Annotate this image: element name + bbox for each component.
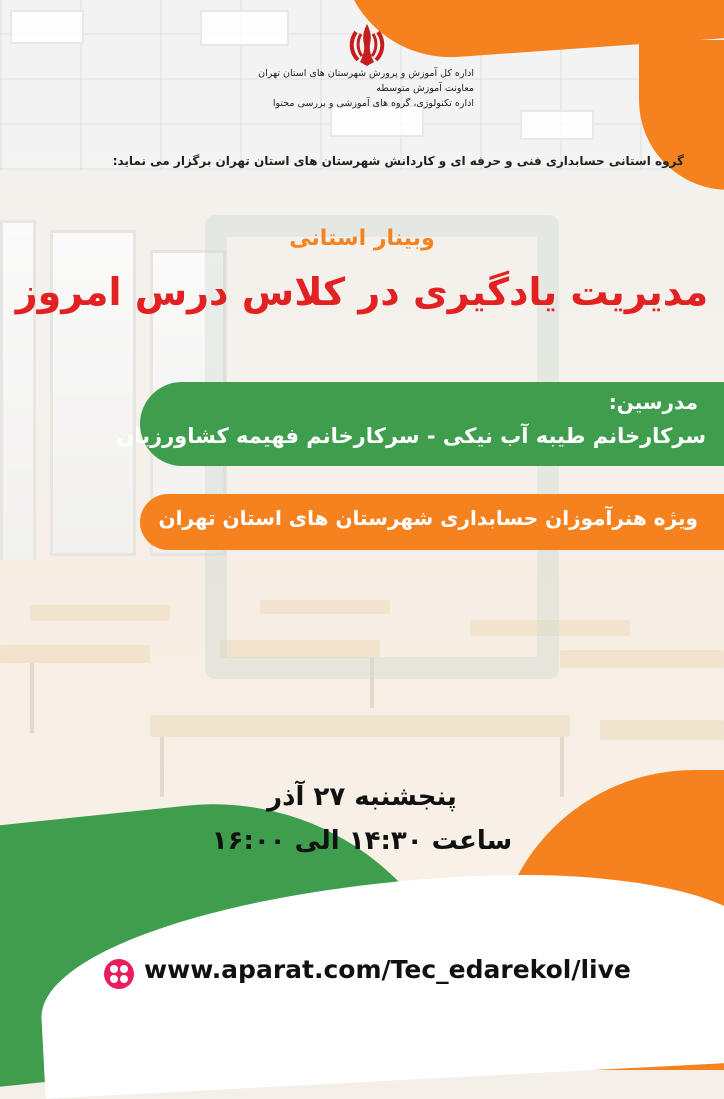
webinar-title: مدیریت یادگیری در کلاس درس امروز — [15, 270, 709, 314]
header-organization — [214, 66, 474, 111]
header-line-1: اداره کل آموزش و پرورش شهرستان های استان تهران — [258, 68, 474, 79]
header-line-3: اداره تکنولوژی، گروه های آموزشی و بررسی محتوا — [272, 98, 474, 109]
header-line-2: معاونت آموزش متوسطه — [376, 83, 474, 94]
teachers-banner — [116, 382, 724, 466]
intro-text: گروه استانی حسابداری فنی و حرفه ای و کاردانش شهرستان های استان تهران برگزار می نماید: — [112, 154, 684, 168]
event-time: ساعت ۱۴:۳۰ الی ۱۶:۰۰ — [211, 826, 513, 856]
iran-emblem-icon — [342, 20, 392, 70]
webinar-label: وبینار استانی — [289, 226, 435, 251]
live-link-row[interactable] — [104, 955, 704, 995]
teachers-label: مدرسین: — [608, 390, 698, 414]
teachers-names: سرکارخانم طیبه آب نیکی - سرکارخانم فهیمه کشاورزیان — [116, 424, 706, 448]
event-date: پنجشنبه ۲۷ آذر — [267, 782, 457, 812]
aparat-logo-icon — [104, 959, 134, 989]
audience-text: ویژه هنرآموزان حسابداری شهرستان های استان تهران — [158, 506, 698, 530]
audience-banner — [140, 494, 724, 550]
live-url[interactable]: www.aparat.com/Tec_edarekol/live — [144, 955, 631, 984]
